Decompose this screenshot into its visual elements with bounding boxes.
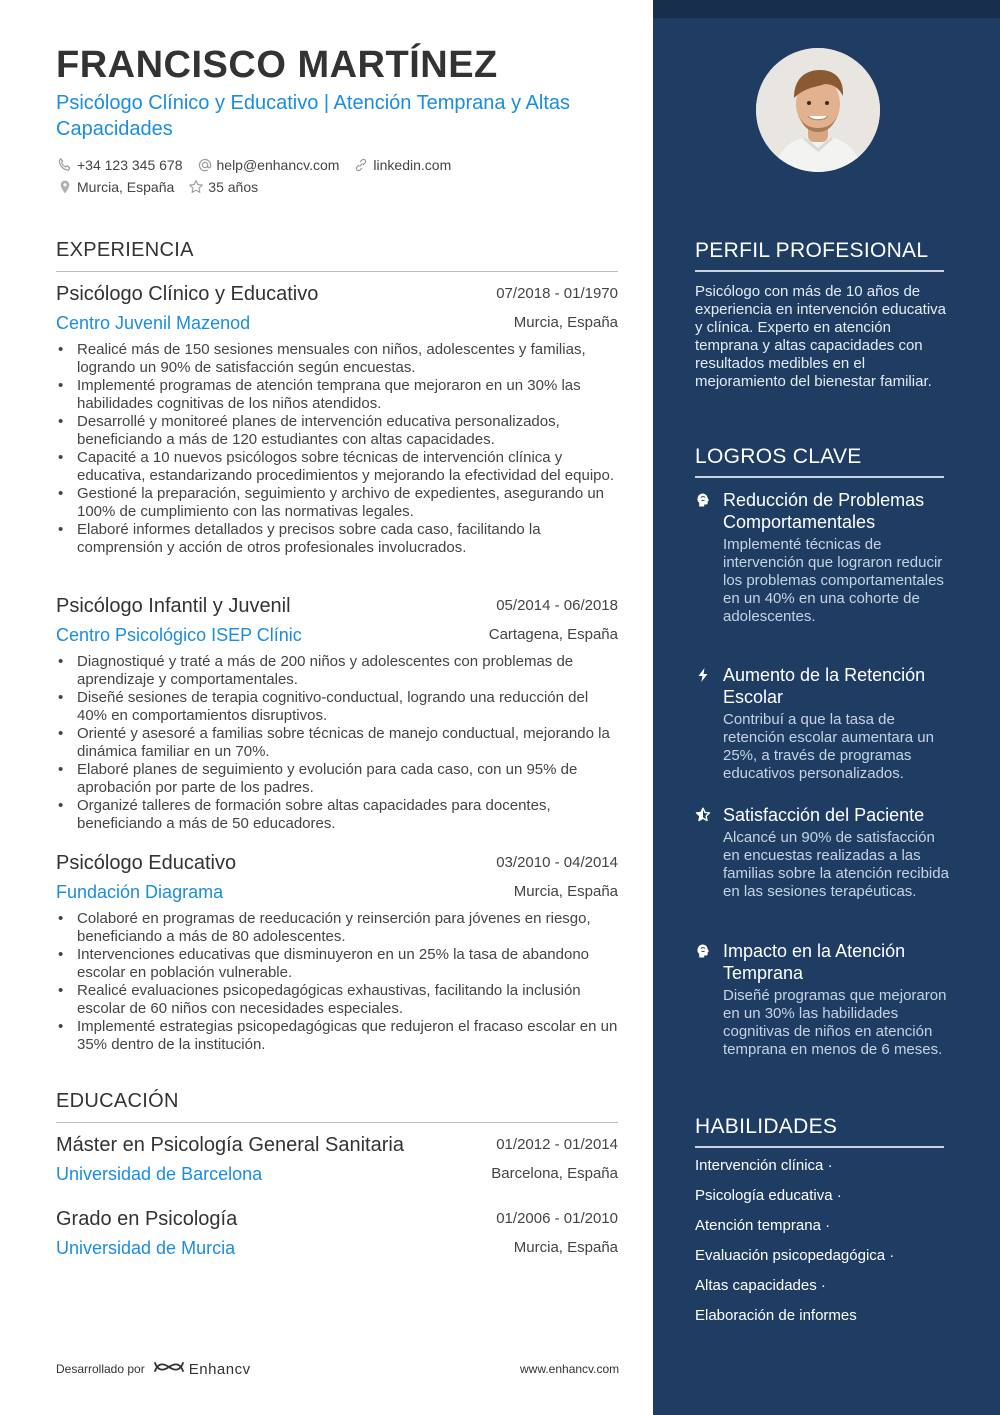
star-icon	[695, 807, 711, 823]
achievement-title: Reducción de Problemas Comportamentales	[723, 490, 925, 532]
phone-text: +34 123 345 678	[77, 157, 183, 173]
education-entry	[56, 1208, 618, 1264]
achievement-title: Satisfacción del Paciente	[723, 805, 925, 825]
job-location: Murcia, España	[513, 883, 618, 900]
skill-item: Elaboración de informes	[695, 1307, 857, 1324]
enhancv-logo[interactable]	[153, 1359, 251, 1379]
school-location: Murcia, España	[513, 1239, 618, 1256]
email-text: help@enhancv.com	[216, 157, 340, 173]
profile-summary: Psicólogo con más de 10 años de experiencia en intervención educativa y clínica. Experto en atención temprana y altas capacidades con resultados medibles en el mejoramiento del bienestar familiar.	[695, 283, 946, 390]
bullet-item: • Implementé programas de atención temprana que mejoraron en un 30% las habilidades cognitivas de los niños atendidos.	[56, 377, 618, 413]
bullet-item: • Colaboré en programas de reeducación y reinserción para jóvenes en riesgo, beneficiando a más de 80 adolescentes.	[56, 910, 618, 946]
skill-item: Altas capacidades ·	[695, 1277, 826, 1294]
bullet-item: • Elaboré informes detallados y precisos sobre cada caso, facilitando la comprensión y acción de otros profesionales involucrados.	[56, 521, 618, 557]
achievement-desc: Contribuí a que la tasa de retención escolar aumentara un 25%, a través de programas educativos personalizados.	[723, 711, 934, 782]
bolt-icon	[695, 667, 711, 683]
experience-entry	[56, 595, 618, 833]
contact-email[interactable]	[197, 157, 340, 173]
achievement-item	[695, 489, 955, 626]
bullet-item: • Realicé más de 150 sesiones mensuales con niños, adolescentes y familias, logrando un 90% de satisfacción según encuestas.	[56, 341, 618, 377]
candidate-headline: Psicólogo Clínico y Educativo | Atención Temprana y Altas Capacidades	[56, 92, 570, 140]
school-location: Barcelona, España	[491, 1165, 618, 1182]
sidebar	[653, 0, 1000, 1415]
skills-heading: HABILIDADES	[695, 1115, 838, 1138]
achievement-desc: Diseñé programas que mejoraron en un 30% las habilidades cognitivas de niños en atención temprana en menos de 6 meses.	[723, 987, 947, 1058]
enhancv-logo-icon	[153, 1359, 185, 1379]
skill-item: Intervención clínica ·	[695, 1157, 833, 1174]
sidebar-divider	[695, 270, 944, 272]
link-icon	[353, 157, 369, 173]
candidate-name: FRANCISCO MARTÍNEZ	[56, 44, 498, 86]
star-outline-icon	[188, 179, 204, 195]
contact-location	[57, 179, 174, 195]
achievement-item	[695, 664, 955, 783]
contact-link[interactable]	[353, 157, 451, 173]
education-dates: 01/2006 - 01/2010	[496, 1210, 618, 1227]
section-divider	[56, 271, 618, 272]
degree-title: Grado en Psicología	[56, 1208, 238, 1230]
bullet-item: • Diagnostiqué y traté a más de 200 niños y adolescentes con problemas de aprendizaje y comportamentales.	[56, 653, 618, 689]
location-text: Murcia, España	[77, 179, 175, 195]
bullet-item: • Implementé estrategias psicopedagógicas que redujeron el fracaso escolar en un 35% dentro de la institución.	[56, 1018, 618, 1054]
profile-photo	[756, 48, 880, 172]
skill-item: Evaluación psicopedagógica ·	[695, 1247, 895, 1264]
sidebar-divider	[695, 476, 944, 478]
job-location: Cartagena, España	[488, 626, 618, 643]
bullet-item: • Desarrollé y monitoreé planes de intervención educativa personalizados, beneficiando a más de 120 estudiantes con altas capacidades.	[56, 413, 618, 449]
company-name: Centro Psicológico ISEP Clínic	[56, 625, 302, 645]
achievement-title: Aumento de la Retención Escolar	[723, 665, 926, 707]
school-name: Universidad de Murcia	[56, 1238, 236, 1258]
phone-icon	[57, 157, 73, 173]
contact-info	[57, 154, 637, 198]
sidebar-divider	[695, 1146, 944, 1148]
bullet-item: • Organizé talleres de formación sobre altas capacidades para docentes, beneficiando a más de 50 educadores.	[56, 797, 618, 833]
job-bullets	[56, 341, 618, 557]
bullet-item: • Intervenciones educativas que disminuyeron en un 25% la tasa de abandono escolar en población vulnerable.	[56, 946, 618, 982]
achievements-heading: LOGROS CLAVE	[695, 445, 862, 468]
map-pin-icon	[57, 179, 73, 195]
job-dates: 07/2018 - 01/1970	[496, 285, 618, 302]
school-name: Universidad de Barcelona	[56, 1164, 263, 1184]
skills-list	[695, 1157, 965, 1337]
degree-title: Máster en Psicología General Sanitaria	[56, 1134, 404, 1156]
brain-icon	[695, 492, 711, 508]
contact-phone	[57, 157, 183, 173]
education-entry	[56, 1134, 618, 1190]
experience-heading: EXPERIENCIA	[56, 239, 194, 261]
bullet-item: • Orienté y asesoré a familias sobre técnicas de manejo conductual, mejorando la dinámica familiar en un 70%.	[56, 725, 618, 761]
job-title: Psicólogo Infantil y Juvenil	[56, 595, 291, 617]
company-name: Centro Juvenil Mazenod	[56, 313, 251, 333]
bullet-item: • Diseñé sesiones de terapia cognitivo-conductual, logrando una reducción del 40% en comportamientos disruptivos.	[56, 689, 618, 725]
brain-icon	[695, 943, 711, 959]
skill-item: Atención temprana ·	[695, 1217, 831, 1234]
link-text: linkedin.com	[373, 157, 452, 173]
contact-age	[188, 179, 258, 195]
achievement-desc: Alcancé un 90% de satisfacción en encuestas realizadas a las familias sobre la atención recibida en las sesiones terapéuticas.	[723, 829, 949, 900]
job-location: Murcia, España	[513, 314, 618, 331]
job-title: Psicólogo Educativo	[56, 852, 237, 874]
profile-heading: PERFIL PROFESIONAL	[695, 239, 929, 262]
job-title: Psicólogo Clínico y Educativo	[56, 283, 319, 305]
experience-entry	[56, 283, 618, 557]
bullet-item: • Elaboré planes de seguimiento y evolución para cada caso, con un 95% de aprobación por parte de los padres.	[56, 761, 618, 797]
bullet-item: • Capacité a 10 nuevos psicólogos sobre técnicas de intervención clínica y educativa, estandarizando procedimientos y mejorando la efectividad del equipo.	[56, 449, 618, 485]
job-dates: 03/2010 - 04/2014	[496, 854, 618, 871]
job-dates: 05/2014 - 06/2018	[496, 597, 618, 614]
experience-entry	[56, 852, 618, 1054]
bullet-item: • Realicé evaluaciones psicopedagógicas exhaustivas, facilitando la inclusión escolar de 60 niños con necesidades especiales.	[56, 982, 618, 1018]
enhancv-logo-text: Enhancv	[188, 1360, 251, 1378]
achievement-desc: Implementé técnicas de intervención que lograron reducir los problemas comportamentales en un 40% en una cohorte de adolescentes.	[723, 536, 944, 625]
age-text: 35 años	[208, 179, 259, 195]
achievement-item	[695, 940, 955, 1059]
education-dates: 01/2012 - 01/2014	[496, 1136, 618, 1153]
job-bullets	[56, 653, 618, 833]
bullet-item: • Gestioné la preparación, seguimiento y archivo de expedientes, asegurando un 100% de cumplimiento con las normativas legales.	[56, 485, 618, 521]
footer-url[interactable]: www.enhancv.com	[520, 1362, 620, 1376]
skill-item: Psicología educativa ·	[695, 1187, 842, 1204]
at-icon	[197, 157, 213, 173]
education-heading: EDUCACIÓN	[56, 1090, 179, 1112]
achievement-item	[695, 804, 955, 901]
job-bullets	[56, 910, 618, 1054]
powered-by-text: Desarrollado por	[56, 1362, 145, 1376]
section-divider	[56, 1122, 618, 1123]
sidebar-top-band	[653, 0, 1000, 18]
company-name: Fundación Diagrama	[56, 882, 224, 902]
footer-branding	[56, 1359, 251, 1379]
achievement-title: Impacto en la Atención Temprana	[723, 941, 906, 983]
